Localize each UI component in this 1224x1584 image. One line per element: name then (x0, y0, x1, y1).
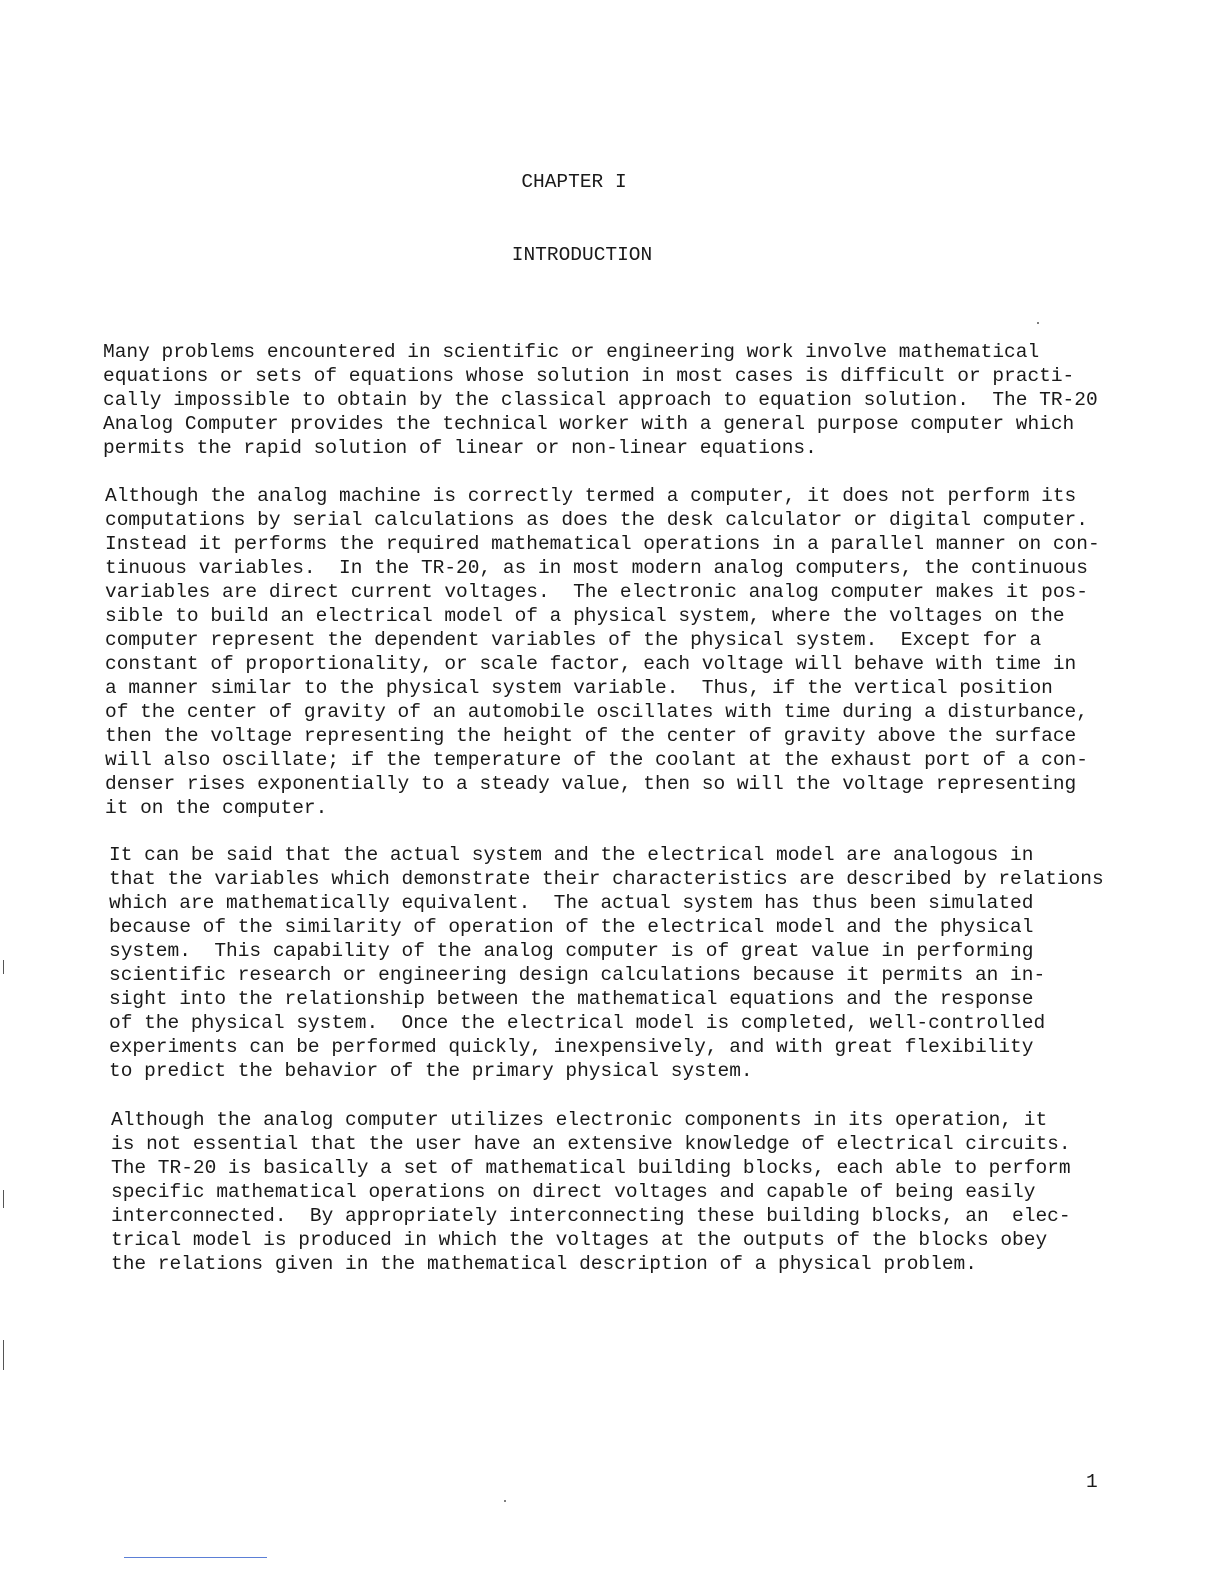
scan-artifact-line (124, 1557, 267, 1558)
scan-speck (1037, 322, 1039, 324)
scan-speck (3, 1190, 4, 1208)
paragraph-3: It can be said that the actual system and the electrical model are analogous in that the variables which demonstrate their characteristics are described by relations which are mathematically equivalent. The actual system has thus been simulated because of the similarity of operation of the electrical model and the physical system. This capability of the analog computer is of great value in performing scientific research or engineering design calculations because it permits an in- sight into the relationship between the mathematical equations and the response of the physical system. Once the electrical model is completed, well-controlled experiments can be performed quickly, inexpensively, and with great flexibility to predict the behavior of the primary physical system. (109, 844, 1104, 1082)
scan-speck (3, 1340, 4, 1370)
scan-speck (3, 960, 4, 974)
chapter-title: INTRODUCTION (511, 244, 653, 266)
chapter-heading: CHAPTER I (521, 171, 627, 193)
paragraph-2: Although the analog machine is correctly termed a computer, it does not perform its computations by serial calculations as does the desk calculator or digital computer. Instead it performs the required mathematical operations in a parallel manner on con- tinuous variables. In the TR-20, as in most modern analog computers, the continuous variables are direct current voltages. The electronic analog computer makes it pos- sible to build an electrical model of a physical system, where the voltages on the computer represent the dependent variables of the physical system. Except for a constant of proportionality, or scale factor, each voltage will behave with time in a manner similar to the physical system variable. Thus, if the vertical position of the center of gravity of an automobile oscillates with time during a disturbance, then the voltage representing the height of the center of gravity above the surface will also oscillate; if the temperature of the coolant at the exhaust port of a con- denser rises exponentially to a steady value, then so will the voltage representing it on the computer. (105, 485, 1100, 819)
paragraph-4: Although the analog computer utilizes electronic components in its operation, it is not essential that the user have an extensive knowledge of electrical circuits. The TR-20 is basically a set of mathematical building blocks, each able to perform specific mathematical operations on direct voltages and capable of being easily interconnected. By appropriately interconnecting these building blocks, an elec- trical model is produced in which the voltages at the outputs of the blocks obey the relations given in the mathematical description of a physical problem. (111, 1109, 1071, 1275)
page-number: 1 (1086, 1471, 1098, 1493)
paragraph-1: Many problems encountered in scientific or engineering work involve mathematical equations or sets of equations whose solution in most cases is difficult or practi- cally impossible to obtain by the classical approach to equation solution. The TR-20 Analog Computer provides the technical worker with a general purpose computer which permits the rapid solution of linear or non-linear equations. (103, 341, 1098, 459)
scan-speck (504, 1500, 506, 1502)
